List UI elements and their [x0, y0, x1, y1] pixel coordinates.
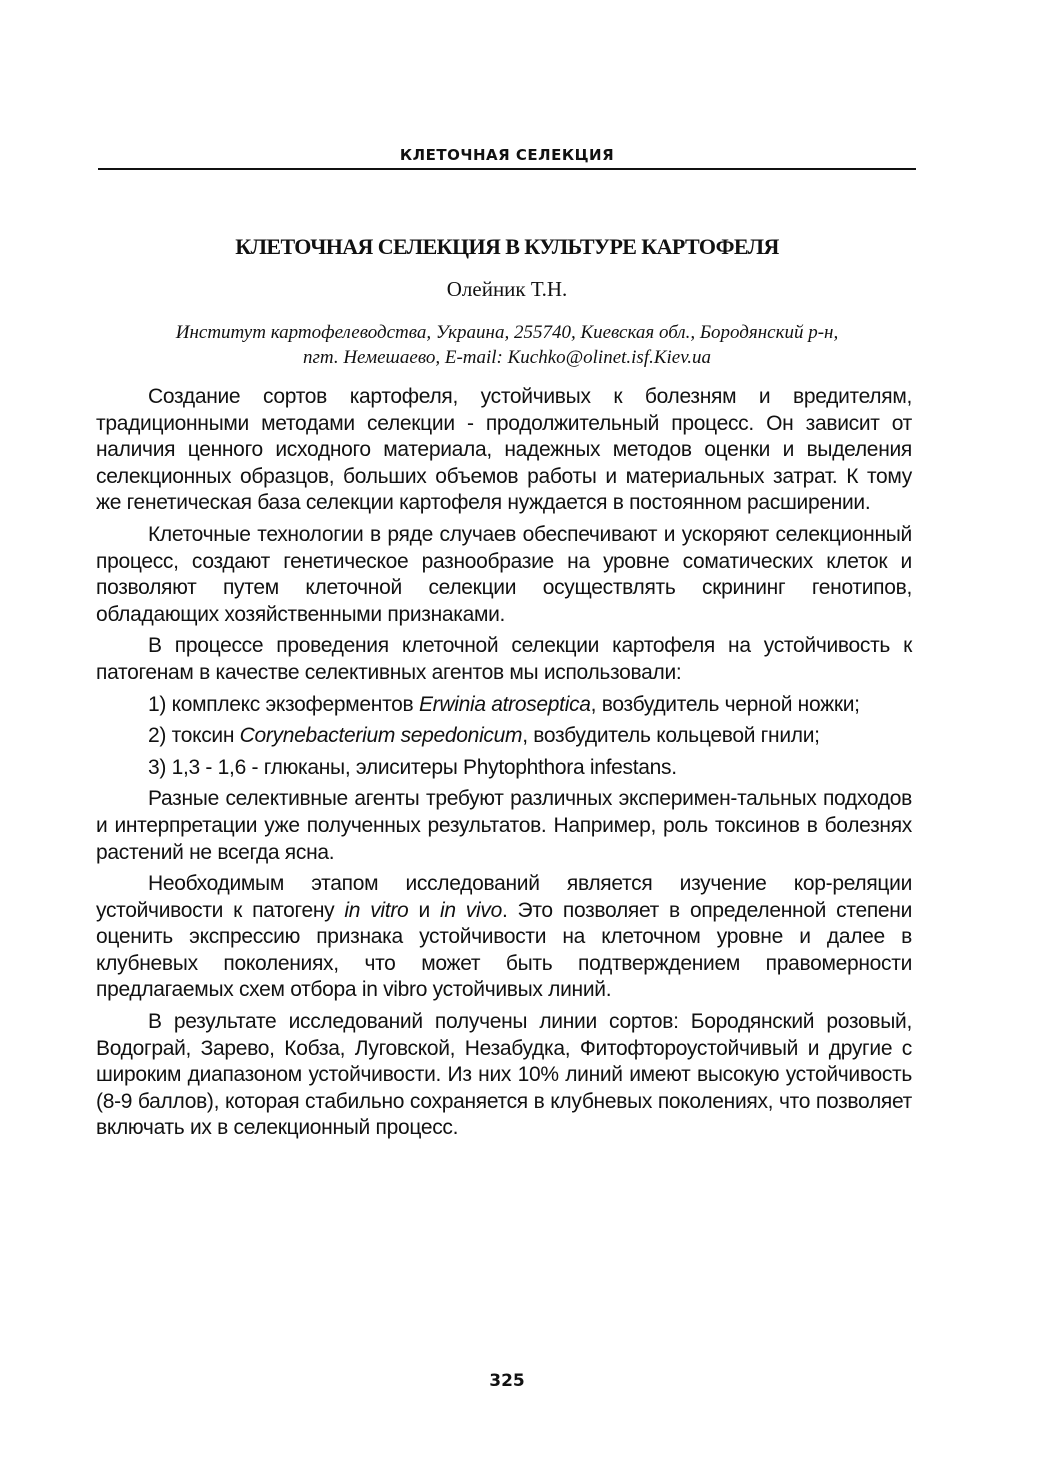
paragraph-agents-intro: В процессе проведения клеточной селекции картофеля на устойчивость к патогенам в качестве селективных агентов мы использовали: [96, 634, 912, 684]
paragraph-cell-technologies: Клеточные технологии в ряде случаев обеспечивают и ускоряют селекционный процесс, создают генетическое разнообразие на уровне соматических клеток и позволяют путем клеточной селекции осуществлять скрининг генотипов, обладающих хозяйственными признаками. [96, 522, 912, 626]
term-in-vivo: in vivo [439, 898, 502, 922]
author-name: Олейник Т.Н. [446, 277, 568, 301]
list-item-1 [96, 692, 912, 719]
paragraph-correlation-end: . Это позволяет в определенной степени оценить экспрессию признака устойчивости на клеточном уровне и далее в клубневых поколениях, что может быть подтверждением правомерности предлагаемых схем отбора in vibro устойчивых линий. [96, 898, 913, 1002]
paragraph-correlation-start: Необходимым этапом исследований является изучение кор-реляции устойчивости к патогену [96, 872, 912, 922]
paragraph-results: В результате исследований получены линии сортов: Бородянский розовый, Водограй, Зарево, Кобза, Луговской, Незабудка, Фитофтороустойчивый и другие с широким диапазоном устойчивости. Из них 10% линий имеют высокую устойчивость (8-9 баллов), которая стабильно сохраняется в клубневых поколениях, что позволяет включать их в селекционный процесс. [96, 1010, 912, 1140]
affiliation [98, 320, 916, 370]
list-item-2-prefix: 2) токсин [148, 724, 240, 748]
header-rule [98, 168, 916, 170]
paragraph-intro: Создание сортов картофеля, устойчивых к болезням и вредителям, традиционными методами селекции - продолжительный процесс. Он зависит от наличия ценного исходного материала, надежных методов оценки и выделения селекционных образцов, больших объемов работы и материальных затрат. К тому же генетическая база селекции картофеля нуждается в постоянном расширении. [96, 385, 912, 515]
list-item-3: 3) 1,3 - 1,6 - глюканы, элиситеры Phytophthora infestans. [148, 755, 677, 779]
list-item-2 [96, 723, 912, 750]
paragraph-correlation [96, 871, 912, 1004]
affiliation-line-1: Институт картофелеводства, Украина, 255740, Киевская обл., Бородянский р-н, [175, 322, 839, 343]
paragraph-selective-agents: Разные селективные агенты требуют различных эксперимен-тальных подходов и интерпретации уже полученных результатов. Например, роль токсинов в болезнях растений не всегда ясна. [96, 787, 912, 864]
species-erwinia: Erwinia atroseptica [418, 692, 591, 716]
affiliation-line-2: пгт. Немешаево, E-mail: Kuchko@olinet.isf.Kiev.ua [302, 347, 712, 368]
article-body [96, 384, 912, 1147]
list-item-1-prefix: 1) комплекс экзоферментов [148, 692, 419, 716]
list-item-1-suffix: , возбудитель черной ножки; [590, 692, 860, 716]
conjunction: и [408, 898, 440, 922]
running-head: КЛЕТОЧНАЯ СЕЛЕКЦИЯ [399, 146, 615, 164]
article-title: КЛЕТОЧНАЯ СЕЛЕКЦИЯ В КУЛЬТУРЕ КАРТОФЕЛЯ [235, 234, 779, 259]
page-number: 325 [489, 1371, 525, 1391]
term-in-vitro: in vitro [344, 898, 409, 922]
species-corynebacterium: Corynebacterium sepedonicum [239, 724, 523, 748]
list-item-2-suffix: , возбудитель кольцевой гнили; [522, 724, 820, 748]
